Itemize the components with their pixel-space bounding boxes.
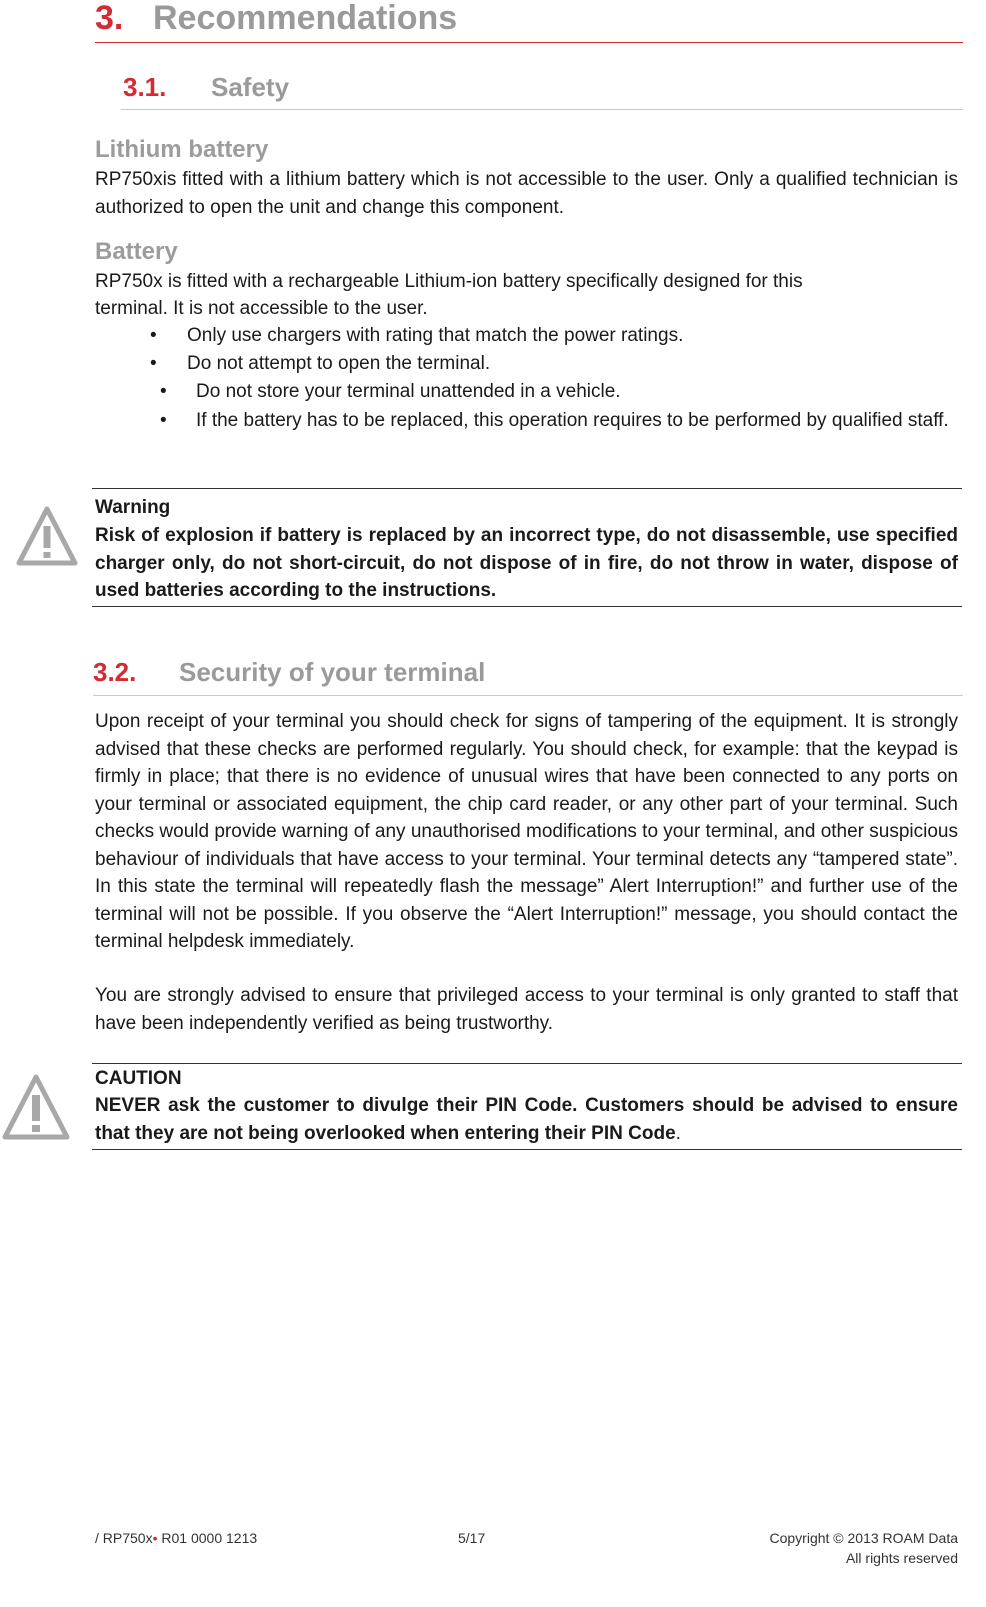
list-item-text: Do not attempt to open the terminal. bbox=[187, 353, 491, 374]
warning-title: Warning bbox=[95, 497, 171, 518]
lithium-heading: Lithium battery bbox=[95, 136, 269, 163]
section-number: 3.2. bbox=[93, 657, 137, 687]
battery-text-line2: terminal. It is not accessible to the user. bbox=[95, 298, 428, 319]
list-item-text: Only use chargers with rating that match the power ratings. bbox=[187, 325, 684, 346]
list-item bbox=[160, 407, 958, 463]
list-item bbox=[150, 350, 958, 378]
security-paragraph-1: Upon receipt of your terminal you should check for signs of tampering of the equipment. It is strongly advised that these checks are performed regularly. You should check, for example: that the keypad is firmly in place; that there is no evidence of unusual wires that have been connected to any ports on your terminal or associated equipment, the chip card reader, or any other part of your terminal. Such checks would provide warning of any unauthorised modifications to your terminal, and other suspicious behaviour of individuals that have access to your terminal. Your terminal detects any “tampered state”. In this state the terminal will repeatedly flash the message” Alert Interruption!” and further use of the terminal will not be possible. If you observe the “Alert Interruption!” message, you should contact the terminal helpdesk immediately. bbox=[95, 711, 958, 952]
footer-copyright: Copyright © 2013 ROAM Data bbox=[769, 1530, 958, 1546]
footer-diamond: • bbox=[152, 1530, 158, 1546]
chapter-heading bbox=[95, 0, 457, 40]
caution-title: CAUTION bbox=[95, 1068, 182, 1089]
list-item-text: Do not store your terminal unattended in a vehicle. bbox=[196, 381, 621, 402]
section-rule bbox=[121, 109, 963, 110]
chapter-number: 3. bbox=[95, 0, 124, 37]
caution-bottom-rule bbox=[92, 1149, 962, 1150]
battery-heading: Battery bbox=[95, 238, 178, 265]
chapter-rule bbox=[95, 42, 963, 43]
battery-text-line1: RP750x is fitted with a rechargeable Lithium-ion battery specifically designed for this bbox=[95, 271, 803, 292]
bullet-icon: • bbox=[150, 353, 157, 374]
footer-revision: R01 0000 1213 bbox=[157, 1530, 258, 1546]
warning-triangle-icon bbox=[16, 506, 78, 566]
page-number: 5/17 bbox=[458, 1530, 486, 1546]
warning-text: Risk of explosion if battery is replaced by an incorrect type, do not disassemble, use specified charger only, do not short-circuit, do not dispose of in fire, do not throw in water, dispose of used batteries according to the instructions. bbox=[95, 525, 958, 601]
footer-prefix: / RP750x bbox=[95, 1530, 153, 1546]
list-item-text: If the battery has to be replaced, this operation requires to be performed by qualified staff. bbox=[196, 410, 949, 431]
list-item bbox=[150, 322, 958, 350]
bullet-icon: • bbox=[150, 325, 157, 346]
security-paragraph-2: You are strongly advised to ensure that privileged access to your terminal is only granted to staff that have been independently verified as being trustworthy. bbox=[95, 985, 958, 1034]
bullet-icon: • bbox=[160, 410, 167, 431]
caution-top-rule bbox=[92, 1063, 962, 1064]
footer-document-id bbox=[95, 1528, 257, 1548]
caution-text-block bbox=[95, 1092, 958, 1147]
caution-end: . bbox=[675, 1122, 681, 1144]
section-heading-safety bbox=[123, 72, 289, 102]
section-title: Safety bbox=[211, 72, 290, 102]
bullet-icon: • bbox=[160, 381, 167, 402]
warning-bottom-rule bbox=[92, 606, 962, 607]
caution-text: NEVER ask the customer to divulge their PIN Code. Customers should be advised to ensure that they are not being overlooked when entering their PIN Code bbox=[95, 1095, 958, 1144]
section-title: Security of your terminal bbox=[179, 657, 486, 687]
section-number: 3.1. bbox=[123, 72, 167, 102]
chapter-title: Recommendations bbox=[153, 0, 458, 37]
lithium-text: RP750xis fitted with a lithium battery which is not accessible to the user. Only a qualified technician is authorized to open the unit and change this component. bbox=[95, 169, 958, 218]
list-item bbox=[160, 378, 958, 406]
section-rule bbox=[93, 695, 963, 696]
footer-rights: All rights reserved bbox=[845, 1550, 958, 1566]
caution-triangle-icon bbox=[2, 1073, 70, 1141]
section-heading-security bbox=[93, 657, 485, 687]
warning-top-rule bbox=[92, 488, 962, 489]
